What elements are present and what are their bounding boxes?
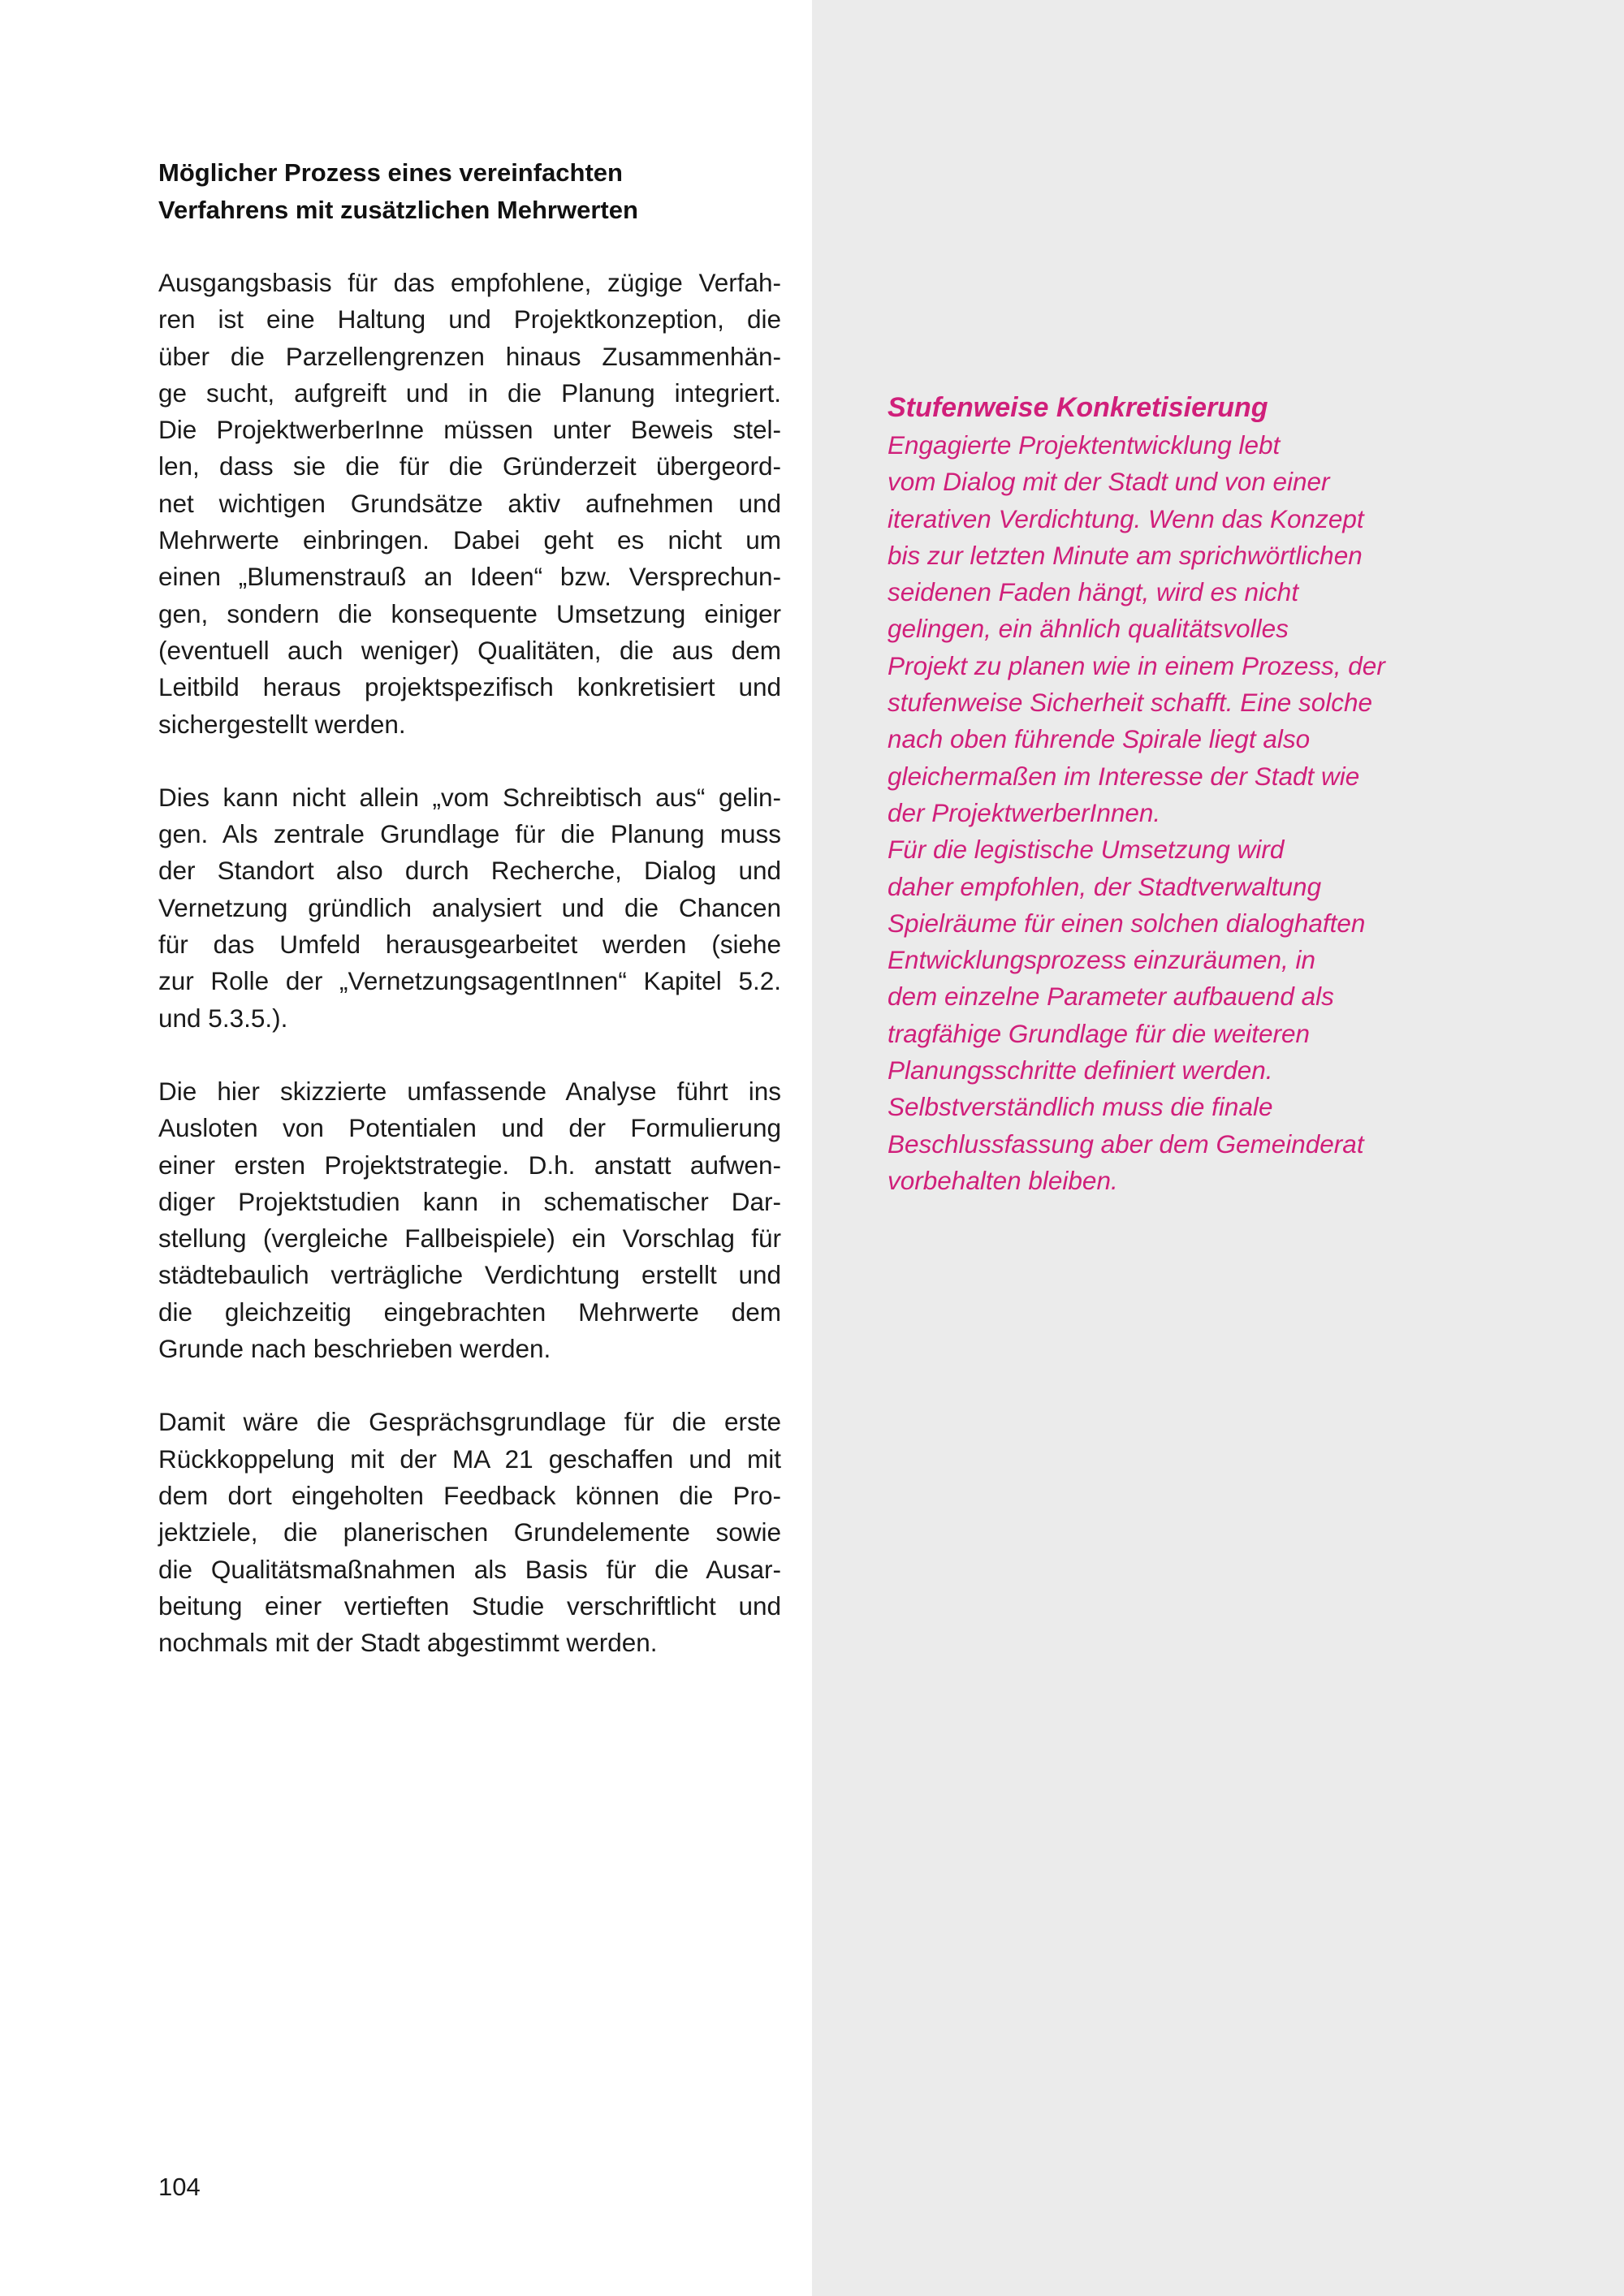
- sidebar-line: nach oben führende Spirale liegt also: [888, 724, 1311, 754]
- text-line: gen, sondern die konsequente Umsetzung einiger: [158, 598, 781, 628]
- text-line: Grunde nach beschrieben werden.: [158, 1334, 551, 1364]
- text-line: einen „Blumenstrauß an Ideen“ bzw. Versprechun-: [158, 562, 781, 592]
- sidebar-line: der ProjektwerberInnen.: [888, 797, 1161, 827]
- sidebar-line: tragfähige Grundlage für die weiteren: [888, 1018, 1311, 1048]
- sidebar-note: [888, 388, 1521, 1199]
- text-line: und 5.3.5.).: [158, 1003, 288, 1033]
- text-line: len, dass sie die für die Gründerzeit übergeord-: [158, 451, 781, 481]
- sidebar-line: gelingen, ein ähnlich qualitätsvolles: [888, 614, 1289, 644]
- sidebar-line: gleichermaßen im Interesse der Stadt wie: [888, 761, 1360, 791]
- text-line: Rückkoppelung mit der MA 21 geschaffen und mit: [158, 1444, 781, 1474]
- text-line: diger Projektstudien kann in schematischer Dar-: [158, 1186, 781, 1216]
- text-line: zur Rolle der „VernetzungsagentInnen“ Kapitel 5.2.: [158, 966, 781, 996]
- text-line: der Standort also durch Recherche, Dialog und: [158, 856, 781, 886]
- main-column: [158, 154, 781, 1698]
- text-line: beitung einer vertieften Studie verschriftlicht und: [158, 1590, 781, 1621]
- text-line: ren ist eine Haltung und Projektkonzeption, die: [158, 304, 781, 334]
- text-line: über die Parzellengrenzen hinaus Zusammenhän-: [158, 341, 781, 371]
- page-number: 104: [158, 2173, 201, 2201]
- text-line: sichergestellt werden.: [158, 709, 406, 739]
- text-line: ge sucht, aufgreift und in die Planung integriert.: [158, 378, 781, 408]
- sidebar-line: vorbehalten bleiben.: [888, 1165, 1118, 1195]
- paragraph-4: [158, 1404, 781, 1661]
- text-line: für das Umfeld herausgearbeitet werden (siehe: [158, 930, 781, 960]
- text-line: Leitbild heraus projektspezifisch konkretisiert und: [158, 672, 781, 702]
- text-line: städtebaulich verträgliche Verdichtung erstellt und: [158, 1260, 781, 1290]
- sidebar-line: dem einzelne Parameter aufbauend als: [888, 982, 1334, 1012]
- sidebar-line: seidenen Faden hängt, wird es nicht: [888, 577, 1299, 607]
- sidebar-line: stufenweise Sicherheit schafft. Eine solche: [888, 688, 1373, 718]
- sidebar-line: Beschlussfassung aber dem Gemeinderat: [888, 1129, 1364, 1159]
- sidebar-line: Selbstverständlich muss die finale: [888, 1092, 1273, 1122]
- text-line: stellung (vergleiche Fallbeispiele) ein Vorschlag für: [158, 1224, 781, 1254]
- text-line: (eventuell auch weniger) Qualitäten, die aus dem: [158, 635, 781, 665]
- sidebar-title: Stufenweise Konkretisierung: [888, 392, 1268, 423]
- sidebar-line: Entwicklungsprozess einzuräumen, in: [888, 945, 1316, 975]
- sidebar-line: Engagierte Projektentwicklung lebt: [888, 430, 1281, 460]
- text-line: einer ersten Projektstrategie. D.h. anstatt aufwen-: [158, 1150, 781, 1180]
- sidebar-line: Projekt zu planen wie in einem Prozess, der: [888, 650, 1385, 680]
- text-line: Mehrwerte einbringen. Dabei geht es nicht um: [158, 525, 781, 555]
- text-line: Dies kann nicht allein „vom Schreibtisch aus“ gelin-: [158, 782, 781, 812]
- text-line: Vernetzung gründlich analysiert und die Chancen: [158, 892, 781, 922]
- sidebar-line: daher empfohlen, der Stadtverwaltung: [888, 871, 1322, 901]
- heading-line: Verfahrens mit zusätzlichen Mehrwerten: [158, 196, 638, 224]
- paragraph-2: [158, 779, 781, 1037]
- section-heading: [158, 154, 781, 229]
- sidebar-line: vom Dialog mit der Stadt und von einer: [888, 467, 1330, 497]
- sidebar-line: iterativen Verdichtung. Wenn das Konzept: [888, 503, 1364, 533]
- text-line: die gleichzeitig eingebrachten Mehrwerte dem: [158, 1297, 781, 1327]
- text-line: nochmals mit der Stadt abgestimmt werden.: [158, 1628, 658, 1658]
- text-line: jektziele, die planerischen Grundelemente sowie: [158, 1517, 781, 1547]
- sidebar-line: Planungsschritte definiert werden.: [888, 1055, 1273, 1085]
- text-line: Die ProjektwerberInne müssen unter Beweis stel-: [158, 415, 781, 445]
- sidebar-line: Spielräume für einen solchen dialoghaften: [888, 908, 1366, 938]
- text-line: gen. Als zentrale Grundlage für die Planung muss: [158, 819, 781, 849]
- text-line: net wichtigen Grundsätze aktiv aufnehmen und: [158, 488, 781, 518]
- text-line: Ausgangsbasis für das empfohlene, zügige Verfah-: [158, 268, 781, 297]
- text-line: Die hier skizzierte umfassende Analyse führt ins: [158, 1076, 781, 1106]
- sidebar-line: Für die legistische Umsetzung wird: [888, 835, 1285, 865]
- text-line: dem dort eingeholten Feedback können die Pro-: [158, 1480, 781, 1510]
- text-line: Damit wäre die Gesprächsgrundlage für die erste: [158, 1407, 781, 1437]
- paragraph-3: [158, 1073, 781, 1367]
- heading-line: Möglicher Prozess eines vereinfachten: [158, 158, 623, 187]
- text-line: die Qualitätsmaßnahmen als Basis für die Ausar-: [158, 1554, 781, 1584]
- sidebar-line: bis zur letzten Minute am sprichwörtlichen: [888, 540, 1363, 570]
- text-line: Ausloten von Potentialen und der Formulierung: [158, 1113, 781, 1143]
- paragraph-1: [158, 265, 781, 743]
